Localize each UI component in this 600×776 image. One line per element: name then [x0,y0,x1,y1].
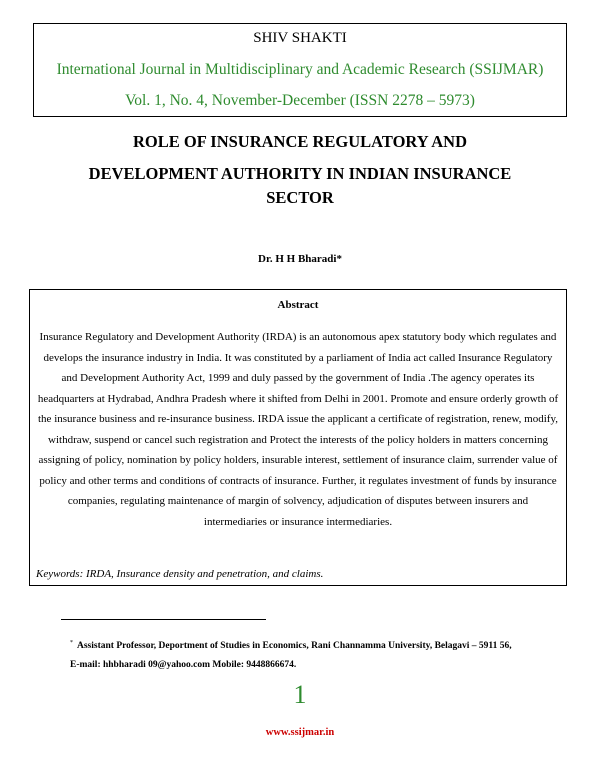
journal-subtitle: International Journal in Multidisciplinary and Academic Research (SSIJMAR) [56,61,544,78]
footnote [70,634,512,675]
author-name: Dr. H H Bharadi* [258,253,342,265]
abstract-box [29,289,567,586]
paper-title [40,130,560,210]
title-line-3: SECTOR [266,188,334,207]
abstract-heading: Abstract [277,299,319,311]
keywords: Keywords: IRDA, Insurance density and penetration, and claims. [36,568,324,580]
title-line-1: ROLE OF INSURANCE REGULATORY AND [132,132,468,151]
journal-issue: Vol. 1, No. 4, November-December (ISSN 2278 – 5973) [125,92,475,109]
footnote-line-2: E-mail: hhbharadi 09@yahoo.com Mobile: 9448866674. [70,660,297,671]
page-number: 1 [293,680,307,709]
journal-website-link[interactable]: www.ssijmar.in [265,727,335,738]
journal-name: SHIV SHAKTI [253,30,347,46]
journal-header-box [33,23,567,117]
footnote-marker: * [70,640,73,646]
footnote-divider [61,619,266,620]
title-line-2: DEVELOPMENT AUTHORITY IN INDIAN INSURANCE [88,164,512,183]
abstract-body: Insurance Regulatory and Development Authority (IRDA) is an autonomous apex statutory body which regulates and develops the insurance industry in India. It was constituted by a parliament of India act called Insurance Regulatory and Development Authority Act, 1999 and duly passed by the government of India .The agency operates its headquarters at Hydrabad, Andhra Pradesh where it shifted from Delhi in 2001. Promote and ensure orderly growth of the insurance business and re-insurance business. IRDA issue the applicant a certificate of registration, renew, modify, withdraw, suspend or cancel such registration and Protect the interests of the policy holders in matters concerning assigning of policy, nomination by policy holders, insurable interest, settlement of insurance claim, surrender value of policy and other terms and conditions of contracts of insurance. Further, it regulates investment of funds by insurance companies, regulating maintenance of margin of solvency, adjudication of disputes between insurers and intermediaries or insurance intermediaries. [37,331,559,528]
footnote-line-1 [70,634,512,656]
footnote-affiliation: Assistant Professor, Deportment of Studies in Economics, Rani Channamma University, Belagavi – 5911 56, [77,641,512,652]
